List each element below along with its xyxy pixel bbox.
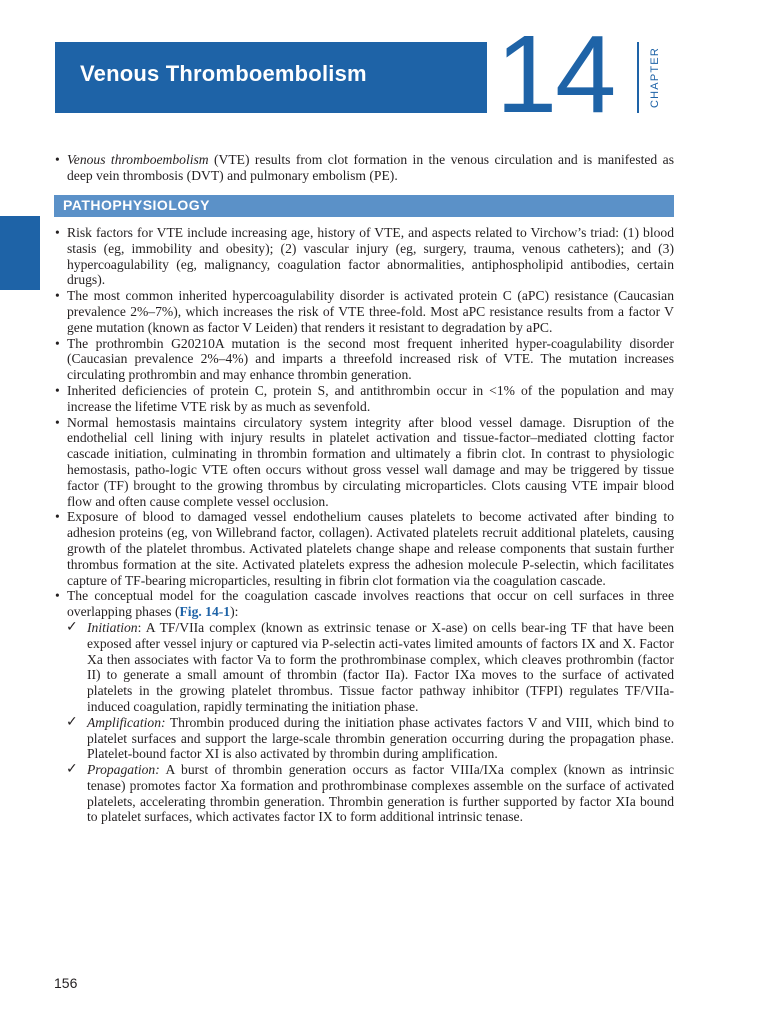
- check-icon: ✓: [66, 713, 78, 730]
- phase-item-propagation: [54, 762, 674, 825]
- phase-sep: :: [137, 619, 146, 635]
- phase-name: Initiation: [87, 619, 138, 635]
- phase-name: Amplification:: [87, 714, 166, 730]
- intro-item: [54, 152, 674, 184]
- chapter-divider: [637, 42, 639, 113]
- chapter-label: CHAPTER: [649, 47, 661, 108]
- check-icon: ✓: [66, 618, 78, 635]
- side-thumb-tab: [0, 216, 40, 290]
- phase-text: A burst of thrombin generation occurs as factor VIIIa/IXa complex (known as intrinsic tenase) promotes factor Xa formation and prothrombinase complexes assemble on the surface of activated platelets, accelerating thrombin generation. Thrombin generation is further supported by factor XIa bound to platelet surfaces, which activates factor IX to form additional intrinsic tenase.: [87, 762, 674, 825]
- phase-name: Propagation:: [87, 762, 160, 778]
- intro-block: [54, 152, 674, 184]
- bullet-item: • Inherited deficiencies of protein C, protein S, and antithrombin occur in <1% of the population and may increase the lifetime VTE risk by as much as sevenfold.: [54, 383, 674, 415]
- bullet-item: • Exposure of blood to damaged vessel endothelium causes platelets to become activated after binding to adhesion proteins (eg, von Willebrand factor, collagen). Activated platelets recruit additional platelets, causing growth of the platelet thrombus. Activated platelets change shape and release components that sustain further thrombus formation at the site. Activated platelets express the adhesion molecule P-selectin, which facilitates capture of TF-bearing microparticles, resulting in fibrin clot formation via the coagulation cascade.: [54, 509, 674, 588]
- intro-term: Venous thromboembolism: [67, 152, 209, 167]
- bullet-item: • Risk factors for VTE include increasing age, history of VTE, and aspects related to Virchow’s triad: (1) blood stasis (eg, immobility and obesity); (2) vascular injury (eg, surgery, trauma, venous catheters); and (3) hypercoagulability (eg, malignancy, coagulation factor abnormalities, antiphospholipid antibodies, certain drugs).: [54, 225, 674, 288]
- chapter-number: 14: [496, 13, 615, 136]
- cascade-intro-end: ):: [230, 604, 239, 620]
- bullet-item: • The most common inherited hypercoagulability disorder is activated protein C (aPC) resistance (Caucasian prevalence 2%–7%), which increases the risk of VTE three-fold. Most aPC resistance results from a factor V gene mutation (known as factor V Leiden) that renders it resistant to degradation by aPC.: [54, 288, 674, 335]
- bullet-item: • The prothrombin G20210A mutation is the second most frequent inherited hyper-coagulability disorder (Caucasian prevalence 2%–4%) and imparts a threefold increased risk of VTE. The mutation increases circulating prothrombin and may enhance thrombin generation.: [54, 336, 674, 383]
- section-heading-bar: [54, 195, 674, 217]
- section-heading: PATHOPHYSIOLOGY: [63, 197, 210, 213]
- phase-item-initiation: [54, 620, 674, 715]
- bullet-item: • Normal hemostasis maintains circulatory system integrity after blood vessel damage. Disruption of the endothelial cell lining with injury results in platelet activation and tissue-factor–mediated clotting factor cascade initiation, culminating in thrombin formation and ultimately a fibrin clot. In contrast to physiologic hemostasis, patho-logic VTE often occurs without gross vessel wall damage and may be triggered by tissue factor (TF) brought to the growing thrombus by circulating microparticles. Clots causing VTE impair blood flow and often cause complete vessel occlusion.: [54, 415, 674, 510]
- check-icon: ✓: [66, 761, 78, 778]
- figure-link[interactable]: Fig. 14-1: [179, 604, 231, 620]
- phase-text: Thrombin produced during the initiation phase activates factors V and VIII, which bind to platelet surfaces and support the large-scale thrombin generation occurring during the propagation phase. Platelet-bound factor XI is also activated by thrombin during amplification.: [87, 714, 675, 762]
- cascade-intro: The conceptual model for the coagulation cascade involves reactions that occur on cell surfaces in three overlapping phases (: [67, 588, 674, 620]
- body-block: [54, 225, 674, 825]
- cascade-intro-item: [54, 588, 674, 620]
- chapter-title: Venous Thromboembolism: [80, 61, 367, 86]
- intro-text: (VTE) results from clot formation in the venous circulation and is manifested as deep vein thrombosis (DVT) and pulmonary embolism (PE).: [67, 152, 674, 183]
- page-number: 156: [54, 975, 78, 991]
- phase-item-amplification: [54, 715, 674, 762]
- phase-text: A TF/VIIa complex (known as extrinsic tenase or X-ase) on cells bear-ing TF that have been exposed after vessel injury or captured via P-selectin acti-vates limited amounts of factors IX and X. Factor Xa then associates with factor Va to form the prothrombinase complex, which cleaves prothrombin (factor II) to generate a small amount of thrombin (factor IIa). Factor IXa moves to the surface of activated platelets in the growing platelet thrombus. Tissue factor pathway inhibitor (TFPI) regulates TF/VIIa-induced coagulation, rapidly terminating the initiation phase.: [87, 619, 674, 714]
